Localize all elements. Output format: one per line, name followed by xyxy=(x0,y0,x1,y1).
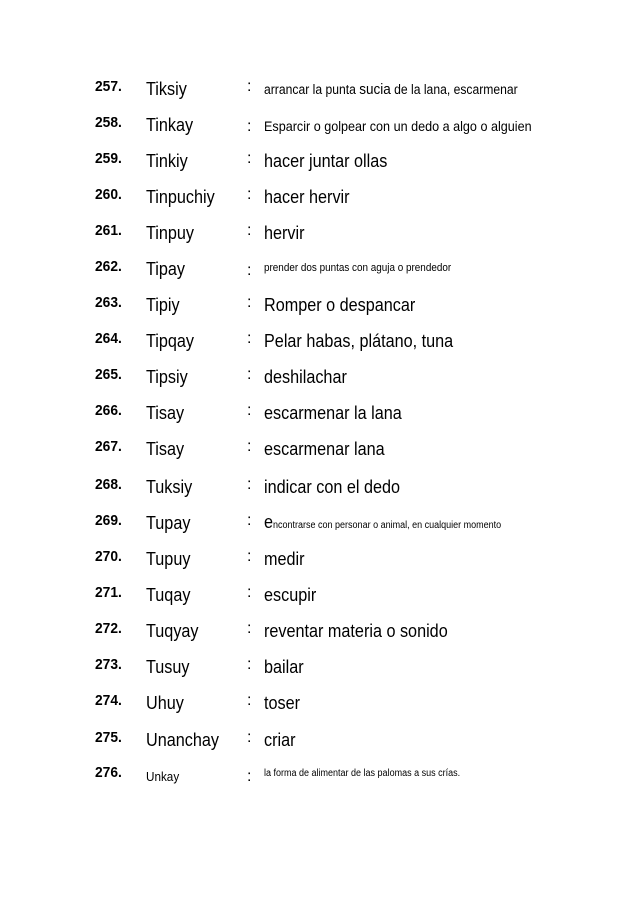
entry-separator: : xyxy=(247,656,252,673)
definition-emphasis: sucia xyxy=(359,81,391,98)
entry-definition: prender dos puntas con aguja o prendedor xyxy=(264,262,452,274)
definition-initial: e xyxy=(264,512,274,532)
entry-separator: : xyxy=(247,118,252,135)
entry-word: Tisay xyxy=(146,403,185,423)
entry-273 xyxy=(0,656,638,686)
entry-268 xyxy=(0,476,638,506)
entry-definition: escarmenar lana xyxy=(264,439,385,459)
entry-definition: hacer juntar ollas xyxy=(264,151,388,171)
entry-word: Tinpuy xyxy=(146,223,195,243)
entry-word: Tupuy xyxy=(146,549,191,569)
entry-271 xyxy=(0,584,638,614)
entry-separator: : xyxy=(247,402,252,419)
entry-separator: : xyxy=(247,150,252,167)
entry-word: Tipay xyxy=(146,259,186,279)
entry-number: 264. xyxy=(95,330,122,347)
entry-word: Tupay xyxy=(146,513,191,533)
entry-definition: escarmenar la lana xyxy=(264,403,402,423)
entry-definition: Romper o despancar xyxy=(264,295,416,315)
entry-word: Tipsiy xyxy=(146,367,188,387)
entry-definition: hervir xyxy=(264,223,305,243)
entry-number: 274. xyxy=(95,692,122,709)
entry-270 xyxy=(0,548,638,578)
entry-269 xyxy=(0,512,638,542)
entry-number: 273. xyxy=(95,656,122,673)
definition-part: arrancar la punta xyxy=(264,82,360,97)
entry-number: 272. xyxy=(95,620,122,637)
entry-number: 275. xyxy=(95,729,122,746)
entry-267 xyxy=(0,438,638,468)
entry-definition: reventar materia o sonido xyxy=(264,621,448,641)
entry-274 xyxy=(0,692,638,722)
entry-word: Tipqay xyxy=(146,331,195,351)
entry-number: 259. xyxy=(95,150,122,167)
entry-definition: Pelar habas, plátano, tuna xyxy=(264,331,454,351)
entry-separator: : xyxy=(247,729,252,746)
entry-275 xyxy=(0,729,638,759)
entry-word: Tipiy xyxy=(146,295,180,315)
entry-word: Tinkiy xyxy=(146,151,188,171)
entry-separator: : xyxy=(247,620,252,637)
entry-word: Tuksiy xyxy=(146,477,193,497)
entry-definition: indicar con el dedo xyxy=(264,477,400,497)
entry-276 xyxy=(0,764,638,794)
entry-number: 262. xyxy=(95,258,122,275)
entry-263 xyxy=(0,294,638,324)
entry-definition: deshilachar xyxy=(264,367,347,387)
entry-number: 268. xyxy=(95,476,122,493)
entry-272 xyxy=(0,620,638,650)
entry-number: 270. xyxy=(95,548,122,565)
entry-word: Tuqay xyxy=(146,585,191,605)
entry-261 xyxy=(0,222,638,252)
entry-number: 266. xyxy=(95,402,122,419)
entry-definition: toser xyxy=(264,693,301,713)
entry-separator: : xyxy=(247,438,252,455)
entry-number: 276. xyxy=(95,764,122,781)
entry-separator: : xyxy=(247,548,252,565)
entry-separator: : xyxy=(247,692,252,709)
entry-word: Unkay xyxy=(146,769,180,784)
entry-definition: medir xyxy=(264,549,305,569)
entry-separator: : xyxy=(247,186,252,203)
entry-separator: : xyxy=(247,330,252,347)
entry-word: Tinkay xyxy=(146,115,194,135)
definition-part: ncontrarse con personar o animal, en cualquier momento xyxy=(273,520,502,531)
entry-separator: : xyxy=(247,78,252,95)
entry-number: 271. xyxy=(95,584,122,601)
definition-part: de la lana, escarmenar xyxy=(390,82,518,97)
entry-265 xyxy=(0,366,638,396)
entry-260 xyxy=(0,186,638,216)
entry-word: Tuqyay xyxy=(146,621,199,641)
entry-definition: Esparcir o golpear con un dedo a algo o alguien xyxy=(264,118,532,134)
entry-word: Tinpuchiy xyxy=(146,187,215,207)
entry-separator: : xyxy=(247,584,252,601)
entry-number: 265. xyxy=(95,366,122,383)
entry-definition xyxy=(264,80,518,100)
entry-definition: bailar xyxy=(264,657,304,677)
entry-definition: escupir xyxy=(264,585,317,605)
entry-separator: : xyxy=(247,366,252,383)
entry-257 xyxy=(0,78,638,108)
entry-number: 258. xyxy=(95,114,122,131)
entry-separator: : xyxy=(247,476,252,493)
entry-separator: : xyxy=(247,768,252,785)
entry-number: 263. xyxy=(95,294,122,311)
entry-258 xyxy=(0,114,638,144)
entry-separator: : xyxy=(247,294,252,311)
entry-word: Tisay xyxy=(146,439,185,459)
entry-definition xyxy=(264,512,501,536)
entry-separator: : xyxy=(247,222,252,239)
entry-definition: criar xyxy=(264,730,296,750)
entry-262 xyxy=(0,258,638,288)
entry-number: 260. xyxy=(95,186,122,203)
entry-number: 269. xyxy=(95,512,122,529)
entry-259 xyxy=(0,150,638,180)
entry-264 xyxy=(0,330,638,360)
entry-definition: hacer hervir xyxy=(264,187,350,207)
entry-word: Tusuy xyxy=(146,657,190,677)
entry-word: Unanchay xyxy=(146,730,219,750)
entry-separator: : xyxy=(247,512,252,529)
entry-definition: la forma de alimentar de las palomas a sus crías. xyxy=(264,768,461,779)
entry-number: 261. xyxy=(95,222,122,239)
entry-266 xyxy=(0,402,638,432)
entry-separator: : xyxy=(247,262,252,279)
entry-number: 267. xyxy=(95,438,122,455)
entry-word: Uhuy xyxy=(146,693,184,713)
entry-number: 257. xyxy=(95,78,122,95)
entry-word: Tiksiy xyxy=(146,79,187,99)
